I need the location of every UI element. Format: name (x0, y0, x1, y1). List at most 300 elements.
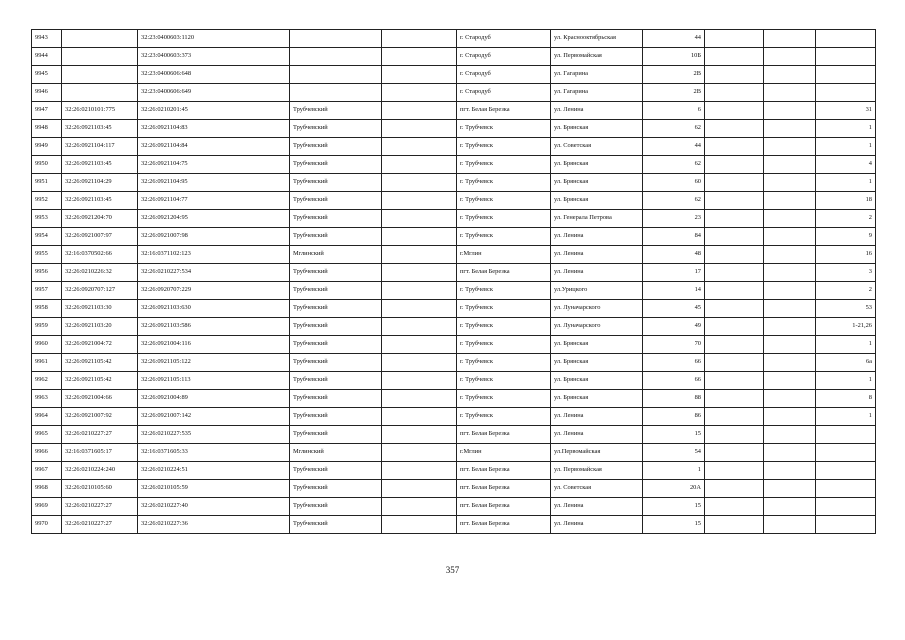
cell-district: Трубчевский (290, 156, 382, 174)
cell-column-9 (705, 300, 764, 318)
cell-column-10 (764, 480, 816, 498)
cell-street: ул. Первомайская (551, 48, 643, 66)
cell-district: Трубчевский (290, 390, 382, 408)
cell-house: 62 (643, 120, 705, 138)
cell-cadastral-parent: 32:26:0921104:117 (62, 138, 138, 156)
cell-cadastral-number: 32:26:0921007:98 (138, 228, 290, 246)
cell-column-9 (705, 192, 764, 210)
cell-column-5 (382, 228, 457, 246)
cell-column-9 (705, 120, 764, 138)
cell-cadastral-parent: 32:26:0921004:72 (62, 336, 138, 354)
cell-apartment: 1 (816, 174, 876, 192)
cell-cadastral-parent: 32:26:0921103:45 (62, 192, 138, 210)
cell-apartment (816, 444, 876, 462)
cell-row-number: 9954 (32, 228, 62, 246)
cell-settlement: г. Трубчевск (457, 372, 551, 390)
cell-apartment: 18 (816, 192, 876, 210)
cell-apartment: 1 (816, 120, 876, 138)
cell-district: Трубчевский (290, 300, 382, 318)
cell-settlement: г. Трубчевск (457, 390, 551, 408)
cell-column-9 (705, 66, 764, 84)
cell-column-5 (382, 138, 457, 156)
cell-cadastral-number: 32:26:0210227:36 (138, 516, 290, 534)
cell-district: Трубчевский (290, 102, 382, 120)
cell-row-number: 9945 (32, 66, 62, 84)
cell-cadastral-number: 32:26:0921104:95 (138, 174, 290, 192)
cell-column-10 (764, 48, 816, 66)
cell-apartment (816, 84, 876, 102)
cell-row-number: 9947 (32, 102, 62, 120)
cell-row-number: 9959 (32, 318, 62, 336)
cell-cadastral-parent: 32:26:0210226:32 (62, 264, 138, 282)
cell-column-9 (705, 516, 764, 534)
cell-cadastral-number: 32:26:0920707:229 (138, 282, 290, 300)
cell-column-5 (382, 354, 457, 372)
cell-cadastral-number: 32:26:0921103:586 (138, 318, 290, 336)
cell-street: ул. Ленина (551, 246, 643, 264)
cell-street: ул. Ленина (551, 264, 643, 282)
cell-apartment: 1-21,26 (816, 318, 876, 336)
registry-table-body (32, 30, 876, 534)
cell-row-number: 9946 (32, 84, 62, 102)
cell-house: 70 (643, 336, 705, 354)
cell-cadastral-number: 32:26:0921105:113 (138, 372, 290, 390)
cell-settlement: г. Трубчевск (457, 408, 551, 426)
cell-settlement: г. Трубчевск (457, 300, 551, 318)
cell-house: 10Б (643, 48, 705, 66)
cell-apartment: 2 (816, 282, 876, 300)
cell-column-5 (382, 390, 457, 408)
cell-cadastral-number: 32:23:0400603:373 (138, 48, 290, 66)
cell-house: 49 (643, 318, 705, 336)
cell-column-9 (705, 174, 764, 192)
cell-settlement: г. Трубчевск (457, 120, 551, 138)
cell-row-number: 9969 (32, 498, 62, 516)
cell-district (290, 48, 382, 66)
cell-cadastral-number: 32:16:0371605:33 (138, 444, 290, 462)
cell-district: Трубчевский (290, 192, 382, 210)
cell-column-10 (764, 138, 816, 156)
cell-cadastral-number: 32:26:0921204:95 (138, 210, 290, 228)
cell-row-number: 9943 (32, 30, 62, 48)
cell-row-number: 9966 (32, 444, 62, 462)
cell-street: ул. Луначарского (551, 318, 643, 336)
table-row (32, 246, 876, 264)
cell-cadastral-number: 32:23:0400606:648 (138, 66, 290, 84)
cell-house: 15 (643, 516, 705, 534)
cell-settlement: г. Трубчевск (457, 138, 551, 156)
cell-column-10 (764, 30, 816, 48)
table-row (32, 138, 876, 156)
cell-street: ул. Советская (551, 138, 643, 156)
cell-district: Трубчевский (290, 426, 382, 444)
cell-district: Мглинский (290, 444, 382, 462)
cell-apartment (816, 498, 876, 516)
cell-column-5 (382, 66, 457, 84)
table-row (32, 390, 876, 408)
cell-column-5 (382, 516, 457, 534)
cell-apartment: 6а (816, 354, 876, 372)
cell-cadastral-parent: 32:26:0921204:70 (62, 210, 138, 228)
cell-cadastral-number: 32:26:0210227:40 (138, 498, 290, 516)
cell-settlement: пгт. Белая Березка (457, 462, 551, 480)
cell-cadastral-parent: 32:26:0921007:92 (62, 408, 138, 426)
cell-cadastral-parent (62, 66, 138, 84)
cell-settlement: г. Стародуб (457, 48, 551, 66)
cell-column-10 (764, 102, 816, 120)
cell-row-number: 9961 (32, 354, 62, 372)
cell-district: Трубчевский (290, 264, 382, 282)
cell-district: Трубчевский (290, 174, 382, 192)
cell-column-9 (705, 336, 764, 354)
cell-column-5 (382, 246, 457, 264)
cell-settlement: г. Трубчевск (457, 174, 551, 192)
cell-column-5 (382, 336, 457, 354)
cell-column-5 (382, 318, 457, 336)
cell-row-number: 9958 (32, 300, 62, 318)
table-row (32, 66, 876, 84)
cell-column-10 (764, 426, 816, 444)
table-row (32, 156, 876, 174)
cell-row-number: 9965 (32, 426, 62, 444)
cell-cadastral-number: 32:26:0210227:534 (138, 264, 290, 282)
cell-row-number: 9964 (32, 408, 62, 426)
cell-house: 44 (643, 30, 705, 48)
cell-street: ул. Брянская (551, 354, 643, 372)
cell-district (290, 84, 382, 102)
cell-cadastral-parent: 32:16:0371605:17 (62, 444, 138, 462)
cell-column-9 (705, 48, 764, 66)
cell-street: ул. Ленина (551, 426, 643, 444)
cell-row-number: 9948 (32, 120, 62, 138)
cell-house: 84 (643, 228, 705, 246)
cell-cadastral-parent (62, 84, 138, 102)
cell-apartment: 9 (816, 228, 876, 246)
cell-row-number: 9952 (32, 192, 62, 210)
table-row (32, 426, 876, 444)
cell-column-5 (382, 30, 457, 48)
cell-street: ул.Первомайская (551, 444, 643, 462)
cell-column-9 (705, 462, 764, 480)
cell-cadastral-number: 32:26:0921104:84 (138, 138, 290, 156)
cell-column-5 (382, 498, 457, 516)
cell-street: ул. Гагарина (551, 66, 643, 84)
cell-column-5 (382, 156, 457, 174)
cell-district: Трубчевский (290, 516, 382, 534)
cell-settlement: г. Трубчевск (457, 354, 551, 372)
cell-cadastral-number: 32:26:0921104:83 (138, 120, 290, 138)
cell-settlement: г. Трубчевск (457, 228, 551, 246)
cell-district: Трубчевский (290, 462, 382, 480)
cell-column-10 (764, 444, 816, 462)
cell-district: Трубчевский (290, 120, 382, 138)
cell-column-9 (705, 210, 764, 228)
cell-settlement: г. Трубчевск (457, 318, 551, 336)
table-row (32, 228, 876, 246)
cell-column-9 (705, 246, 764, 264)
cell-settlement: г. Трубчевск (457, 336, 551, 354)
cell-apartment: 3 (816, 264, 876, 282)
cell-district: Трубчевский (290, 138, 382, 156)
cell-house: 20А (643, 480, 705, 498)
cell-cadastral-parent: 32:26:0210105:60 (62, 480, 138, 498)
cell-column-10 (764, 246, 816, 264)
cell-column-9 (705, 480, 764, 498)
cell-house: 2В (643, 66, 705, 84)
cell-cadastral-number: 32:26:0210105:59 (138, 480, 290, 498)
cell-column-9 (705, 282, 764, 300)
cell-column-5 (382, 174, 457, 192)
cell-column-10 (764, 84, 816, 102)
cell-row-number: 9962 (32, 372, 62, 390)
cell-cadastral-number: 32:23:0400606:649 (138, 84, 290, 102)
cell-street: ул. Брянская (551, 336, 643, 354)
cell-street: ул. Луначарского (551, 300, 643, 318)
cell-column-9 (705, 138, 764, 156)
cell-column-10 (764, 516, 816, 534)
cell-column-5 (382, 84, 457, 102)
cell-house: 62 (643, 192, 705, 210)
cell-column-10 (764, 498, 816, 516)
cell-house: 14 (643, 282, 705, 300)
cell-street: ул. Брянская (551, 120, 643, 138)
cell-column-10 (764, 264, 816, 282)
cell-column-5 (382, 192, 457, 210)
cell-row-number: 9968 (32, 480, 62, 498)
cell-apartment: 1 (816, 138, 876, 156)
cell-cadastral-parent: 32:26:0921105:42 (62, 372, 138, 390)
cell-column-9 (705, 426, 764, 444)
cell-column-9 (705, 498, 764, 516)
cell-column-9 (705, 84, 764, 102)
cell-cadastral-parent: 32:26:0210227:27 (62, 426, 138, 444)
table-row (32, 174, 876, 192)
cell-settlement: пгт. Белая Березка (457, 426, 551, 444)
page-number: 357 (445, 565, 460, 575)
cell-column-9 (705, 264, 764, 282)
cell-settlement: г.Мглин (457, 444, 551, 462)
cell-street: ул. Брянская (551, 174, 643, 192)
table-row (32, 372, 876, 390)
cell-apartment (816, 462, 876, 480)
cell-street: ул.Урицкого (551, 282, 643, 300)
cell-row-number: 9967 (32, 462, 62, 480)
cell-cadastral-parent: 32:26:0921004:66 (62, 390, 138, 408)
cell-street: ул. Ленина (551, 228, 643, 246)
cell-cadastral-parent: 32:26:0921103:45 (62, 156, 138, 174)
cell-street: ул. Брянская (551, 156, 643, 174)
cell-column-10 (764, 192, 816, 210)
cell-settlement: г. Стародуб (457, 66, 551, 84)
cell-column-5 (382, 462, 457, 480)
cell-apartment: 8 (816, 390, 876, 408)
cell-column-10 (764, 120, 816, 138)
cell-apartment (816, 426, 876, 444)
cell-cadastral-parent: 32:16:0370502:66 (62, 246, 138, 264)
cell-column-5 (382, 444, 457, 462)
table-row (32, 498, 876, 516)
cell-street: ул. Брянская (551, 372, 643, 390)
cell-column-9 (705, 408, 764, 426)
table-row (32, 462, 876, 480)
cell-house: 6 (643, 102, 705, 120)
table-row (32, 30, 876, 48)
cell-apartment: 16 (816, 246, 876, 264)
cell-cadastral-parent: 32:26:0921103:45 (62, 120, 138, 138)
cell-cadastral-parent: 32:26:0210227:27 (62, 498, 138, 516)
cell-district: Трубчевский (290, 228, 382, 246)
cell-column-10 (764, 174, 816, 192)
cell-row-number: 9963 (32, 390, 62, 408)
cell-apartment: 1 (816, 372, 876, 390)
cell-column-10 (764, 228, 816, 246)
cell-column-5 (382, 408, 457, 426)
cell-cadastral-number: 32:26:0210201:45 (138, 102, 290, 120)
cell-column-5 (382, 426, 457, 444)
cell-apartment: 31 (816, 102, 876, 120)
cell-cadastral-parent: 32:26:0921105:42 (62, 354, 138, 372)
cell-cadastral-number: 32:26:0921104:75 (138, 156, 290, 174)
cell-column-10 (764, 390, 816, 408)
cell-apartment: 1 (816, 336, 876, 354)
cell-column-10 (764, 462, 816, 480)
table-row (32, 408, 876, 426)
cell-house: 15 (643, 498, 705, 516)
cell-column-9 (705, 390, 764, 408)
cell-cadastral-number: 32:26:0210224:51 (138, 462, 290, 480)
cell-cadastral-parent: 32:26:0921103:30 (62, 300, 138, 318)
cell-column-5 (382, 480, 457, 498)
cell-cadastral-parent (62, 48, 138, 66)
cell-apartment (816, 48, 876, 66)
cell-column-9 (705, 30, 764, 48)
cell-street: ул. Генерала Петрова (551, 210, 643, 228)
cell-column-10 (764, 408, 816, 426)
cell-column-10 (764, 354, 816, 372)
cell-column-10 (764, 282, 816, 300)
cell-column-10 (764, 372, 816, 390)
cell-district: Трубчевский (290, 408, 382, 426)
cell-cadastral-parent: 32:26:0210101:775 (62, 102, 138, 120)
cell-settlement: пгт. Белая Березка (457, 264, 551, 282)
cell-house: 60 (643, 174, 705, 192)
cell-district: Трубчевский (290, 336, 382, 354)
cell-house: 62 (643, 156, 705, 174)
cell-column-9 (705, 102, 764, 120)
cell-apartment (816, 516, 876, 534)
cell-column-10 (764, 156, 816, 174)
cell-column-5 (382, 210, 457, 228)
cell-settlement: г. Трубчевск (457, 282, 551, 300)
cell-row-number: 9956 (32, 264, 62, 282)
table-row (32, 48, 876, 66)
table-row (32, 354, 876, 372)
cell-district (290, 66, 382, 84)
cell-street: ул. Брянская (551, 192, 643, 210)
cell-settlement: пгт. Белая Березка (457, 480, 551, 498)
cell-house: 15 (643, 426, 705, 444)
cell-settlement: г. Стародуб (457, 84, 551, 102)
cell-column-5 (382, 120, 457, 138)
cell-apartment: 2 (816, 210, 876, 228)
cell-street: ул. Первомайская (551, 462, 643, 480)
cell-house: 44 (643, 138, 705, 156)
cell-column-5 (382, 48, 457, 66)
cell-cadastral-parent: 32:26:0210224:240 (62, 462, 138, 480)
table-row (32, 102, 876, 120)
table-row (32, 192, 876, 210)
cell-district: Трубчевский (290, 318, 382, 336)
cell-district: Трубчевский (290, 480, 382, 498)
cell-column-9 (705, 372, 764, 390)
cell-street: ул. Ленина (551, 408, 643, 426)
cell-apartment (816, 30, 876, 48)
table-row (32, 120, 876, 138)
cell-row-number: 9957 (32, 282, 62, 300)
cell-house: 66 (643, 372, 705, 390)
cell-house: 54 (643, 444, 705, 462)
cell-house: 45 (643, 300, 705, 318)
cell-cadastral-number: 32:26:0921007:142 (138, 408, 290, 426)
cell-district: Трубчевский (290, 282, 382, 300)
cell-district: Мглинский (290, 246, 382, 264)
cell-street: ул. Ленина (551, 516, 643, 534)
cell-column-10 (764, 66, 816, 84)
cell-house: 48 (643, 246, 705, 264)
cell-row-number: 9960 (32, 336, 62, 354)
cell-apartment (816, 480, 876, 498)
cell-street: ул. Ленина (551, 102, 643, 120)
cell-apartment: 53 (816, 300, 876, 318)
cell-column-5 (382, 300, 457, 318)
cell-house: 1 (643, 462, 705, 480)
cell-house: 66 (643, 354, 705, 372)
table-row (32, 516, 876, 534)
cell-settlement: г.Мглин (457, 246, 551, 264)
table-row (32, 264, 876, 282)
table-row (32, 210, 876, 228)
table-row (32, 336, 876, 354)
cell-settlement: г. Трубчевск (457, 156, 551, 174)
cell-settlement: г. Стародуб (457, 30, 551, 48)
cell-column-9 (705, 444, 764, 462)
cell-row-number: 9944 (32, 48, 62, 66)
cell-column-5 (382, 282, 457, 300)
cell-cadastral-number: 32:26:0921004:116 (138, 336, 290, 354)
cell-row-number: 9953 (32, 210, 62, 228)
cell-row-number: 9949 (32, 138, 62, 156)
cell-house: 17 (643, 264, 705, 282)
cell-column-9 (705, 354, 764, 372)
cell-cadastral-parent: 32:26:0921007:97 (62, 228, 138, 246)
cell-row-number: 9970 (32, 516, 62, 534)
cell-cadastral-number: 32:26:0210227:535 (138, 426, 290, 444)
cell-column-9 (705, 318, 764, 336)
cell-column-5 (382, 264, 457, 282)
cell-cadastral-number: 32:23:0400603:1120 (138, 30, 290, 48)
cell-column-5 (382, 102, 457, 120)
cell-row-number: 9950 (32, 156, 62, 174)
cell-street: ул. Ленина (551, 498, 643, 516)
cell-column-10 (764, 210, 816, 228)
cell-district (290, 30, 382, 48)
cell-column-5 (382, 372, 457, 390)
registry-table (31, 29, 876, 534)
cell-house: 23 (643, 210, 705, 228)
cell-cadastral-parent (62, 30, 138, 48)
cell-cadastral-parent: 32:26:0210227:27 (62, 516, 138, 534)
table-row (32, 300, 876, 318)
